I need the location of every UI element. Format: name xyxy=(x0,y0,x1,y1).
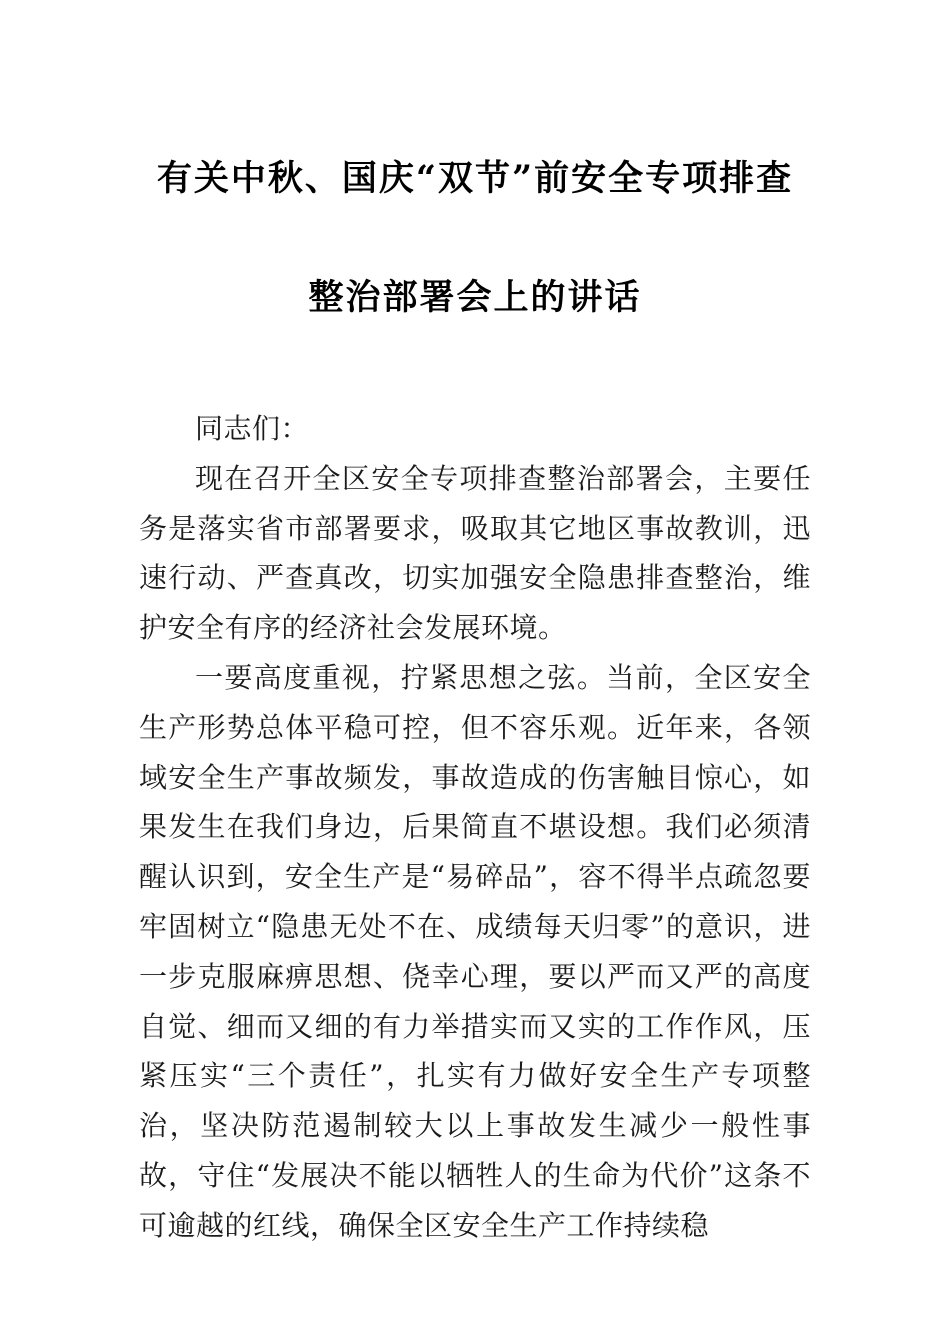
document-body xyxy=(139,316,811,1251)
paragraph: 现在召开全区安全专项排查整治部署会，主要任务是落实省市部署要求，吸取其它地区事故教训，迅速行动、严查真改，切实加强安全隐患排查整治，维护安全有序的经济社会发展环境。 xyxy=(139,461,811,645)
document-title-line1: 有关中秋、国庆“双节”前安全专项排查 xyxy=(156,158,794,199)
salutation: 同志们： xyxy=(195,412,310,445)
paragraph: 一要高度重视，拧紧思想之弦。当前，全区安全生产形势总体平稳可控，但不容乐观。近年来，各领域安全生产事故频发，事故造成的伤害触目惊心，如果发生在我们身边，后果简直不堪设想。我们必须清醒认识到，安全生产是“易碎品”，容不得半点疏忽要牢固树立“隐患无处不在、成绩每天归零”的意识，进一步克服麻痹思想、侥幸心理，要以严而又严的高度自觉、细而又细的有力举措实而又实的工作作风，压紧压实“三个责任”，扎实有力做好安全生产专项整治，坚决防范遏制较大以上事故发生减少一般性事故，守住“发展决不能以牺牲人的生命为代价”这条不可逾越的红线，确保全区安全生产工作持续稳 xyxy=(139,660,811,1242)
document-title-line2: 整治部署会上的讲话 xyxy=(308,277,642,318)
